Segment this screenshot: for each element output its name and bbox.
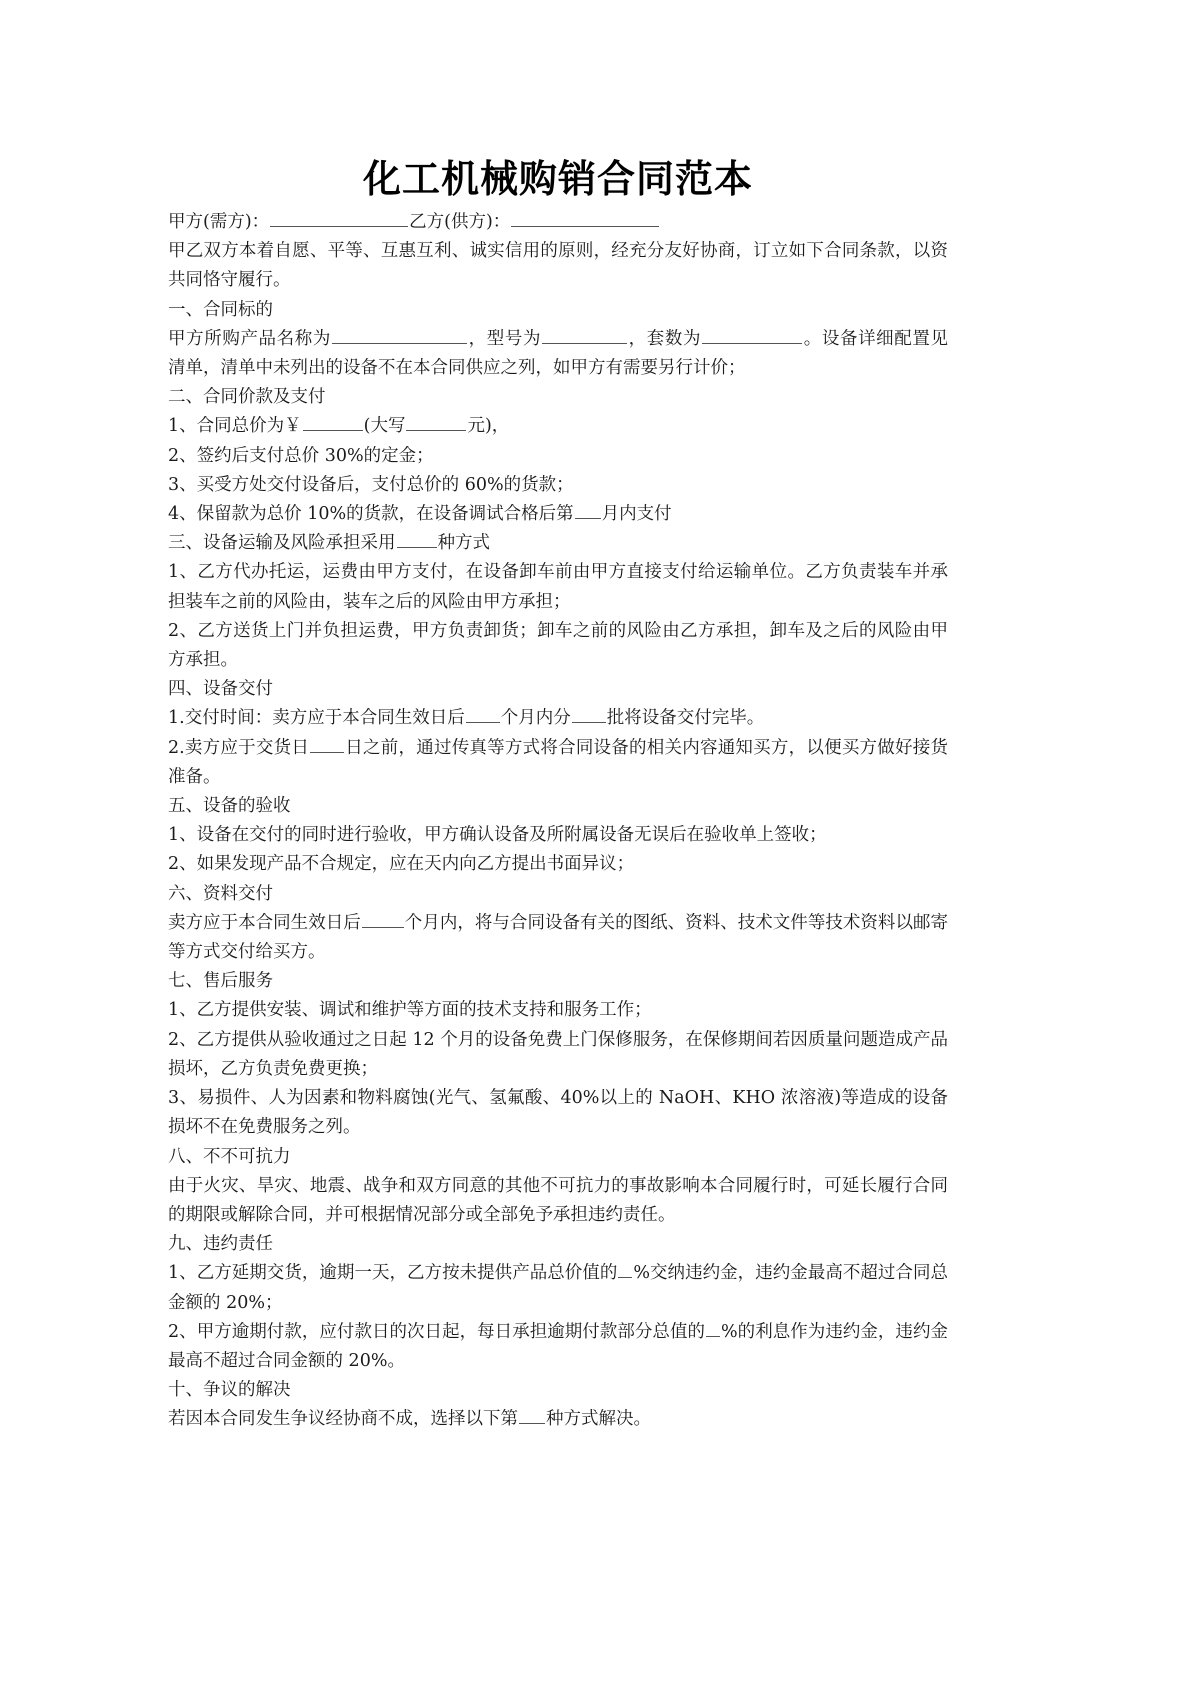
transport-method-blank[interactable] [397,529,437,548]
section-2-item-1 [168,412,948,441]
text: %的利息作为违约金，违约金最高不超过合同金额的 20%。 [168,1321,948,1371]
section-6-paragraph [168,909,948,967]
text: 2.卖方应于交货日 [168,737,310,758]
section-2-item-3: 3、买受方处交付设备后，支付总价的 60%的货款； [168,474,574,495]
set-count-blank[interactable] [702,325,802,344]
section-4-item-2 [168,734,948,792]
document-title: 化工机械购销合同范本 [362,157,753,201]
text: ，套数为 [628,328,702,349]
section-6-heading: 六、资料交付 [168,883,273,904]
text: 个月内分 [500,708,571,729]
interest-rate-blank[interactable] [706,1318,720,1337]
model-blank[interactable] [542,325,627,344]
party-b-blank[interactable] [511,208,659,227]
text: 元)， [467,416,510,437]
text: ，型号为 [468,328,542,349]
section-2-item-2: 2、签约后支付总价 30%的定金； [168,445,434,466]
text: %交纳违约金，违约金最高不超过合同总金额的 20%； [168,1263,948,1313]
text: 4、保留款为总价 10%的货款，在设备调试合格后第 [168,504,574,525]
batches-blank[interactable] [572,704,606,723]
section-5-heading: 五、设备的验收 [168,796,291,817]
text: 甲方所购产品名称为 [168,328,331,349]
days-blank[interactable] [310,734,344,753]
text: 月内支付 [601,504,672,525]
section-2-item-4 [168,500,948,529]
section-8-paragraph: 由于火灾、旱灾、地震、战争和双方同意的其他不可抗力的事故影响本合同履行时，可延长履行合同的期限或解除合同，并可根据情况部分或全部免予承担违约责任。 [168,1175,948,1225]
total-price-blank[interactable] [303,412,363,431]
section-5-item-1: 1、设备在交付的同时进行验收，甲方确认设备及所附属设备无误后在验收单上签收； [168,825,827,846]
text: 批将设备交付完毕。 [606,708,765,729]
section-3-heading [168,529,948,558]
section-10-paragraph [168,1405,948,1434]
dispute-method-blank[interactable] [519,1405,545,1424]
section-9-heading: 九、违约责任 [168,1234,273,1255]
text: 种方式解决。 [546,1409,651,1430]
text: 种方式 [437,533,490,554]
parties-line [168,208,948,237]
section-7-item-1: 1、乙方提供安装、调试和维护等方面的技术支持和服务工作； [168,1000,652,1021]
section-7-heading: 七、售后服务 [168,971,273,992]
text: 个月内，将与合同设备有关的图纸、资料、技术文件等技术资料以邮寄等方式交付给买方。 [168,912,949,963]
section-7-item-2: 2、乙方提供从验收通过之日起 12 个月的设备免费上门保修服务，在保修期间若因质量问题造成产品损坏，乙方负责免费更换； [168,1029,948,1079]
section-4-item-1 [168,704,948,733]
intro-paragraph: 甲乙双方本着自愿、平等、互惠互利、诚实信用的原则，经充分友好协商，订立如下合同条款，以资共同恪守履行。 [168,241,948,291]
contract-document [168,150,948,1435]
text: 1、乙方延期交货，逾期一天，乙方按未提供产品总价值的 [168,1263,618,1284]
text: 2、甲方逾期付款，应付款日的次日起，每日承担逾期付款部分总值的 [168,1321,706,1342]
text: 若因本合同发生争议经协商不成，选择以下第 [168,1409,518,1430]
section-9-item-2 [168,1318,948,1376]
docs-months-blank[interactable] [362,909,404,928]
section-10-heading: 十、争议的解决 [168,1380,291,1401]
section-4-heading: 四、设备交付 [168,679,273,700]
months-blank[interactable] [466,704,500,723]
party-a-label: 甲方(需方)： [168,212,270,232]
text: 三、设备运输及风险承担采用 [168,533,396,554]
text: 1、合同总价为￥ [168,416,302,437]
price-in-words-blank[interactable] [406,412,466,431]
section-2-heading: 二、合同价款及支付 [168,387,326,408]
penalty-rate-blank[interactable] [618,1259,632,1278]
section-3-item-1: 1、乙方代办托运，运费由甲方支付，在设备卸车前由甲方直接支付给运输单位。乙方负责装车并承担装车之前的风险由，装车之后的风险由甲方承担； [168,562,948,612]
text: 1.交付时间：卖方应于本合同生效日后 [168,708,465,729]
text: 。设备详细配置见清单，清单中未列出的设备不在本合同供应之列，如甲方有需要另行计价； [168,328,949,379]
section-8-heading: 八、不不可抗力 [168,1146,291,1167]
text: 日之前，通过传真等方式将合同设备的相关内容通知买方，以便买方做好接货准备。 [168,737,948,787]
party-b-label: 乙方(供方)： [409,212,511,232]
section-1-heading: 一、合同标的 [168,299,273,320]
product-name-blank[interactable] [332,325,467,344]
section-5-item-2: 2、如果发现产品不合规定，应在天内向乙方提出书面异议； [168,854,635,875]
section-7-item-3: 3、易损件、人为因素和物料腐蚀(光气、氢氟酸、40%以上的 NaOH、KHO 浓溶液)等造成的设备损坏不在免费服务之列。 [168,1088,948,1138]
section-3-item-2: 2、乙方送货上门并负担运费，甲方负责卸货；卸车之前的风险由乙方承担，卸车及之后的风险由甲方承担。 [168,620,948,671]
section-9-item-1 [168,1259,948,1317]
text: 卖方应于本合同生效日后 [168,912,361,933]
section-1-paragraph [168,325,948,383]
party-a-blank[interactable] [270,208,408,227]
month-blank[interactable] [575,500,601,519]
text: (大写 [363,416,406,437]
